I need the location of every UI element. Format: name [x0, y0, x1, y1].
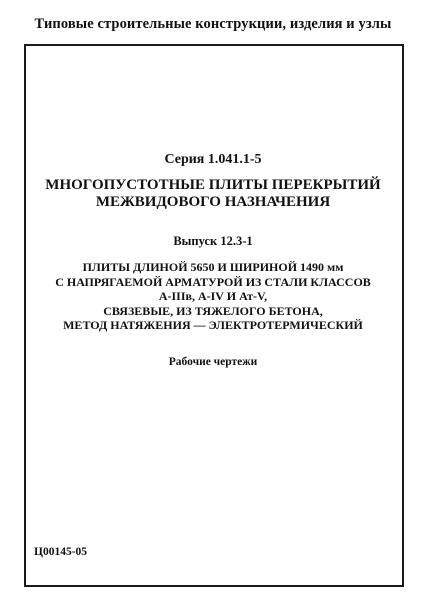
issue-number: Выпуск 12.3-1 [173, 234, 253, 248]
description-line-1: ПЛИТЫ ДЛИНОЙ 5650 И ШИРИНОЙ 1490 мм [82, 260, 344, 274]
product-description [0, 260, 426, 333]
header-title: Типовые строительные конструкции, изделия и узлы [34, 16, 392, 32]
description-line-2: С НАПРЯГАЕМОЙ АРМАТУРОЙ ИЗ СТАЛИ КЛАССОВ [55, 274, 371, 289]
main-title-line-1: МНОГОПУСТОТНЫЕ ПЛИТЫ ПЕРЕКРЫТИЙ [45, 177, 381, 193]
main-title [0, 177, 426, 211]
document-code: Ц00145-05 [34, 546, 88, 558]
main-title-line-2: МЕЖВИДОВОГО НАЗНАЧЕНИЯ [95, 194, 331, 210]
description-line-4: СВЯЗЕВЫЕ, ИЗ ТЯЖЕЛОГО БЕТОНА, [103, 303, 323, 318]
working-drawings-label: Рабочие чертежи [168, 356, 258, 368]
description-line-3: А-IIIв, А-IV И Ат-V, [158, 289, 268, 303]
description-line-5: МЕТОД НАТЯЖЕНИЯ — ЭЛЕКТРОТЕРМИЧЕСКИЙ [63, 318, 363, 332]
series-number: Серия 1.041.1-5 [164, 152, 262, 167]
